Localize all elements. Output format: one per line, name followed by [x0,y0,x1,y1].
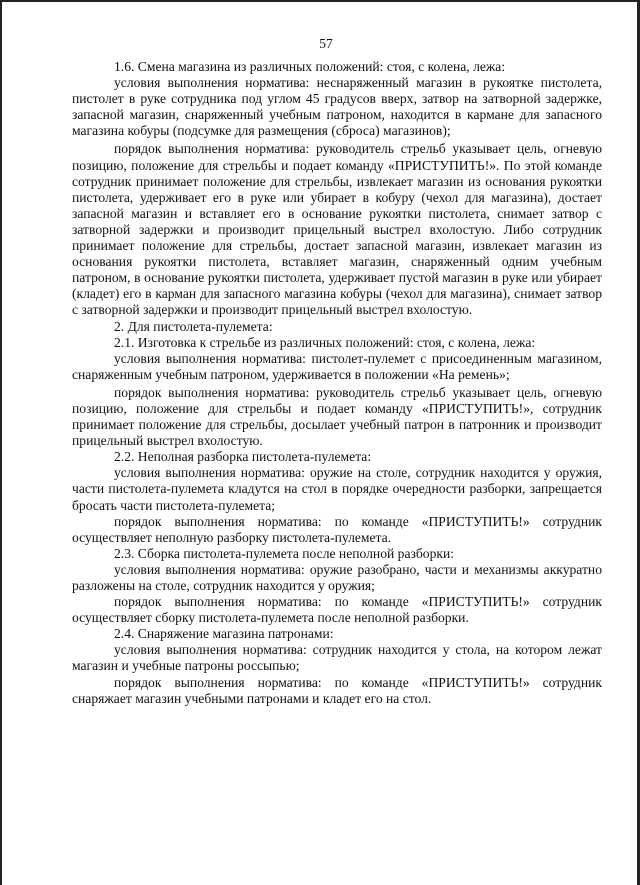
paragraph-conditions-2-4: условия выполнения норматива: сотрудник находится у стола, на котором лежат магазин и учебные патроны россыпью; [72,642,602,674]
section-heading-1-6: 1.6. Смена магазина из различных положений: стоя, с колена, лежа: [114,59,506,74]
paragraph-procedure-2-4: порядок выполнения норматива: по команде «ПРИСТУПИТЬ!» сотрудник снаряжает магазин учебными патронами и кладет его на стол. [72,674,602,706]
paragraph-conditions-2-3: условия выполнения норматива: оружие разобрано, части и механизмы аккуратно разложены на столе, сотрудник находится у оружия; [72,561,602,593]
section-heading-2-3: 2.3. Сборка пистолета-пулемета после неполной разборки: [114,545,455,561]
section-heading-2: 2. Для пистолета-пулемета: [114,318,273,334]
paragraph-conditions-2-2: условия выполнения норматива: оружие на столе, сотрудник находится у оружия, части пистолета-пулемета кладутся на стол в порядке очередности разборки, запрещается бросать части пистолета-пулемета; [72,465,602,513]
document-body [72,59,602,707]
section-heading-2-1: 2.1. Изготовка к стрельбе из различных положений: стоя, с колена, лежа: [114,334,536,350]
paragraph-procedure-2-2: порядок выполнения норматива: по команде «ПРИСТУПИТЬ!» сотрудник осуществляет неполную разборку пистолета-пулемета. [72,513,602,545]
section-heading-2-2: 2.2. Неполная разборка пистолета-пулемета: [114,449,372,465]
paragraph-procedure-2-3: порядок выполнения норматива: по команде «ПРИСТУПИТЬ!» сотрудник осуществляет сборку пистолета-пулемета после неполной разборки. [72,594,602,626]
scan-frame-left [0,0,2,885]
scan-frame-top [0,0,640,2]
paragraph-procedure-2-1: порядок выполнения норматива: руководитель стрельб указывает цель, огневую позицию, положение для стрельбы и подает команду «ПРИСТУПИТЬ!», сотрудник принимает положение для стрельбы, досылает учебный патрон в патронник и производит прицельный выстрел вхолостую. [72,384,602,449]
paragraph-conditions-2-1: условия выполнения норматива: пистолет-пулемет с присоединенным магазином, снаряженным учебным патроном, удерживается в положении «На ремень»; [72,350,602,382]
section-heading-2-4: 2.4. Снаряжение магазина патронами: [114,626,334,642]
paragraph-procedure-1-6: порядок выполнения норматива: руководитель стрельб указывает цель, огневую позицию, положение для стрельбы и подает команду «ПРИСТУПИТЬ!». По этой команде сотрудник принимает положение для стрельбы, извлекает магазин из основания рукоятки пистолета, удерживает его в руке или убирает в кобуру (чехол для магазина), достает запасной магазин и вставляет его в основание рукоятки пистолета, снимает затвор с затворной задержки и производит прицельный выстрел вхолостую. Либо сотрудник принимает положение для стрельбы, достает запасной магазин, извлекает магазин из основания рукоятки пистолета, вставляет магазин, снаряженный одним учебным патроном, в основание рукоятки пистолета, удерживает пустой магазин в руке или убирает (кладет) его в карман для запасного магазина кобуры (чехол для магазина), снимает затвор с затворной задержки и производит прицельный выстрел вхолостую. [72,141,602,318]
paragraph-conditions-1-6: условия выполнения норматива: неснаряженный магазин в рукоятке пистолета, пистолет в руке сотрудника под углом 45 градусов вверх, затвор на затворной задержке, запасной магазин, снаряженный учебным патроном, находится в кармане для запасного магазина кобуры (подсумке для размещения (сброса) магазинов); [72,75,602,139]
page-number: 57 [319,36,333,51]
